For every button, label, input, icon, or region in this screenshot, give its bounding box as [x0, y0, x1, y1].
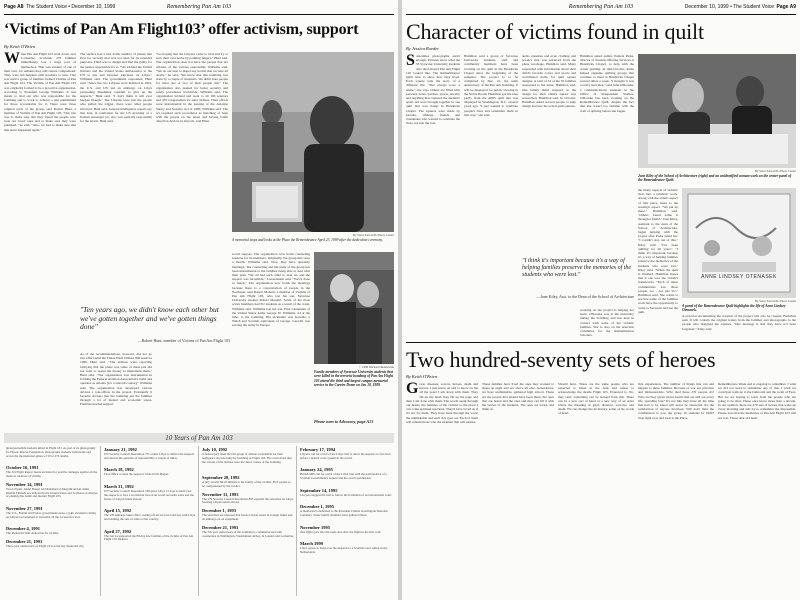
left-article-col-3	[156, 52, 228, 305]
right-byline-1: By Jessica Roeder	[406, 46, 439, 51]
timeline-text: Libyans call for a trial of the Libya trial to allow the suspects to face trial before a neutral court system in the world.	[300, 452, 391, 460]
right-headline-1: Character of victims found in quilt	[406, 19, 704, 44]
right-photo-quilt-panel	[682, 188, 796, 298]
timeline-text: A federal jury finds that the group of airlines responsible for their negligence in protecting the bombing of Flight 103. The court states that the actions of the airlines were the direct causes of the bombing.	[202, 452, 292, 464]
right-col-11-text: first experiences. The number of things that can and happen to these families. Because of war are priceless and immeasurable. Who died these 270 people do? Who are they given whose hearts that are still out every life, spending fate? It's not like they have all the time that had to be asked will never be answered. It's the satisfaction of anyone involved. Still don't miss the commission to you, the group 10 students in 1990? Stop right now and look at the Place.	[638, 382, 714, 420]
quilt-panel-name: ANNE LINDSEY OTENASEK	[701, 274, 777, 280]
right-top-rule	[406, 14, 796, 15]
timeline-date: March 18, 1992	[104, 467, 134, 473]
left-col-2-text: The surface had a less dollar number of planes that flew for security that was not used for its intended purposes. Third was to design and find the guilty for the parties responsible for it. "We lobbied the United Nations and the United States Ambassador to the UN to put and increase sanctions on Libya," Williams said. The government responded, Hunt said. "Since the two Libyans were indicted in 1991, the U.S. and UN put an embargo on Libya persuading Muammar Gaddafi to give up the suspects," Hunt said. "I don't think it will ever happen though." The Libyans were just the people who pulled the trigger, there were other people involved, Hunt said. General intelligence reports say that Iran, in retaliation for the US downing of a Iranian passenger jet, also was partially responsible for the attack, Hunt said.	[80, 52, 152, 124]
timeline-entry	[104, 467, 196, 477]
timeline-divider-3	[296, 446, 297, 596]
left-col-3-text: "Go hoping that the Libyans come to trial and try to save their own necks by pointing fingers," Hunt said. The organization does not have the people that are citizens of the various responsible Williams said. "We do our best to dispel any notion that we hate all Arabs," he said. "We know that this bombing was done by a couple of monsters. We didn't hate people for what one or two of their people did." The organization also pushed for better security and safety procedures worldwide, Williams said. The organization lobbied and went to all 106 senators and 435 congressmen for safer airlines. Their efforts were instrumental in the passing of the Aviation Safety and Security Act of 1990, Williams said. The act required such procedures as matching of bags with the people on the plane and having bomb detection devices in airports, said Hunt.	[156, 52, 228, 124]
quilt-panel-image	[682, 188, 796, 298]
timeline-date: January 24, 1995	[300, 467, 333, 473]
right-column-col-4	[638, 382, 714, 596]
left-article-col-1	[4, 52, 76, 429]
timeline-date: November 14, 1991	[6, 481, 43, 487]
timeline-entry	[202, 508, 294, 522]
left-page	[0, 0, 398, 600]
right-page	[402, 0, 800, 600]
timeline-text: First Office to meet the suspects' trials in the Hague.	[104, 472, 169, 477]
right-page-number: Page A9	[776, 4, 796, 10]
timeline-entry	[6, 539, 98, 549]
left-photo1-caption: A memorial stops and looks at the Place the Remembrance April 23, 1999 after the dedication ceremony.	[232, 238, 383, 242]
right-article-col-4b	[580, 308, 634, 338]
left-headline: ‘Victims of Pan Am Flight103’ offer activism, support	[4, 21, 359, 38]
right-col-10-text: Should have. These are the same people who are expected to listen in the dark and refuse to acknowledge the deaths Flight 103. Expected to. No, they can't, something can be learned from this. There can be a new sort of hand or a new way of an order where the meaning of grief, distance, sorrows, and death. We can change the dictionary, some of the words of heart.	[558, 382, 634, 416]
quilting-photo-image	[638, 54, 796, 168]
right-col-8-text: reat, diseases, sorrow, heroes, death and heroes. I just know on and to know on me all the years I am down with them. They fill up my head, they fill up the page and then I am done with them. The words seem through our heads, the families of the victims to the place I can come spiritual reactions. They'd have loved us if it's not for them. They have been through the worst the unthinkable and each day goes on. Each of them will remain those who the moment that will endure.	[406, 382, 478, 424]
timeline-date: November 27, 1991	[6, 506, 43, 511]
right-pullquote-attribution: —Jane Kiley, Asst. to the Dean of the School of Architecture	[536, 294, 634, 299]
right-column-col-1	[406, 382, 478, 596]
left-folio-meta: The Student Voice • December 10, 1999	[26, 4, 116, 10]
left-dropcap: W	[4, 52, 20, 67]
timeline-entry	[202, 492, 294, 506]
right-col-4-text: Hamilton asked quilter, Pamela Parks, director of Student Offering Services at Hendricks Chapel, to help with the actual quilting. In mid-October, Parks helped organize quilting groups that continue to meet at Hendricks Chapel several times a week. "I thought it was a really neat idea," said Julie O'Rourke, a communications assistant in the Office of Independent Studies. O'Rourke has been working on the Remembrance Quilt, despite the fact that she wasn't too familiar with the craft of quilting before she began.	[580, 54, 634, 113]
timeline-entry	[104, 447, 196, 461]
timeline-date: March 1999	[300, 541, 324, 547]
left-article-col-2	[80, 52, 152, 305]
timeline-entry	[202, 525, 294, 539]
memorial-photo-image	[232, 52, 394, 232]
timeline-entry	[300, 525, 392, 535]
timeline-text: The 3rd Flight Report meets an intent for positive damages against all the made-to relatives of victims.	[6, 470, 98, 478]
right-pullquote: "I think it's important because it's a way of helping families preserve the memories of the students who were lost."	[522, 258, 632, 279]
left-article-col-4	[232, 252, 310, 432]
timeline-date: December 21, 1993	[202, 524, 239, 530]
left-pullquote-attribution: —Robert Hunt, member of Victims of Pan Am Flight 103	[137, 338, 230, 343]
left-continuation[interactable]: Please turn to Advocacy, page A13	[314, 419, 374, 424]
timeline-text: The sanctions are imposed that freeze Libyan assets in foreign banks and an embargo on oil equipment.	[202, 513, 293, 521]
timeline-text: UN Security Council Resolution 731 orders Libya to deliver the suspects and answer the question of responsibility a couple of times.	[104, 452, 195, 460]
timeline-text: British MPs call for a trial of the Libya trial with the participation of a Scottish Government's request and the court's permission.	[300, 472, 387, 481]
timeline-entry	[6, 447, 98, 458]
timeline-entry	[300, 467, 392, 481]
timeline-text: The Memorial Wall dedication for victims.	[6, 531, 59, 536]
right-section-title: Remembering Pan Am 103	[568, 4, 634, 10]
timeline-date: April 15, 1992	[104, 508, 132, 514]
timeline-date: December 4, 1991	[6, 526, 41, 532]
right-photo2-caption: A panel of the Remembrance Quilt highlights the life of Anne Lindsey Otenasek.	[682, 304, 786, 313]
left-photo1-credit: By Steve Sartori/SU Photo Center	[353, 233, 394, 237]
timeline-entry	[300, 541, 392, 555]
right-photo2-credit: By Steve Sartori/SU Photo Center	[755, 299, 796, 303]
timeline-text: The U.S., Britain and France governments issue a joint statement calling on Libyan Government to surrender all the accused for trial.	[6, 511, 96, 519]
right-dropcap-2: G	[406, 382, 419, 397]
timeline-date: February 17, 1994	[300, 447, 336, 452]
left-col-5-text: social support. The organization now holds counseling sessions for its members. Originally, the group met once a month, Williams said. Now, they have quarterly meetings. The counseling and the unity of the group has been instrumental to the families being able to deal with their pain. "We all had each other to lean on, and the support was incredible," Loewenstein said. "We've done so much." The organization now holds the meetings because there is a concentration of people in the Northeast, said Robert Monetti, a member of Victims of Pan Am Flight 103, who lost his son, Syracuse University student Robert Monetti. Some of the most active members had SU students as a result of the crash, Williams said. Williams lost his son, First Lieutenant of the United States Army George W. Williams, 24 at the time, to the bombing. His nickname was Geordie, a Welsh and Scottish equivalent of George. Geordie was serving the Army in Europe.	[232, 252, 310, 328]
timeline-date: September 28, 1992	[202, 475, 240, 480]
right-col-9-text: These families have lived the ones they worked to shape an eight and are above all else. Generations, we have unthinkable, gathered high school. These are the people that should have been there, the ones that our hearts and the ones and they can fill it with the stories of the students. The ones we loved, and think of.	[482, 382, 554, 412]
right-article-col-4	[580, 54, 634, 254]
right-headline-2: Two hundred-seventy sets of heroes	[406, 347, 716, 372]
timeline-entry	[6, 465, 98, 479]
timeline-text: The 5th-year anniversary of the bombing is commemorated with ceremonies in Washington, Westminster Abbey, in London and Lockerbie.	[202, 529, 294, 538]
timeline-date: March 31, 1992	[104, 484, 134, 489]
left-pullquote: "Ten years ago, we didn't know each other but we've gotten together and we've gotten things done"	[80, 305, 219, 331]
timeline-title: 10 Years of Pan Am 103	[165, 434, 233, 442]
timeline-date: July 10, 1992	[202, 447, 228, 452]
right-photo1-credit: By Steve Sartori/SU Photo Center	[755, 169, 796, 173]
right-col-6-text: the many aspects of victims' lives into a symbolic work. Along with the artistic aspect of this piece, there is the nostalgic aspect. "We put up there," Hamilton said. "Others found some it through a friend." Jane Kiley, assistant to the dean of the School of Architecture, began helping with the project after Parks asked her. "I couldn't stay out of this," Kiley said. "I've been quilting for 26 years." "I think it's important because it's a way of helping families preserve the memories of the students who were lost," Kiley said. "When the quilt is finished, Hamilton hopes that it one tour the victim's hometowns. "Each of these communities lost those people, too - not just SU," Hamilton said. She wants to see that some of the families work have the opportunity to come to Syracuse and see the quilt.	[638, 188, 678, 314]
timeline-date: September 14, 1995	[300, 487, 338, 493]
timeline-date: December 21, 1991	[6, 539, 43, 545]
timeline-entry	[300, 488, 392, 498]
timeline-text: photojournalism students killed in Flight 103. As part of its photography for Heroic Rescue Foundation, photographs students nationwide and across the international sphere of 50 to 270 deaths.	[6, 446, 96, 458]
right-column-col-5	[718, 382, 796, 596]
right-col-5-text: working on the project is helping her learn. O'Rourke was at the university during the bombing and has kept in contact with some of the victims' families. She is also on the selection committee for the Remembrance Scholars.	[580, 308, 634, 338]
timeline-date: November 1995	[300, 524, 331, 530]
right-byline-2: By Keith O'Brien	[406, 374, 437, 379]
timeline-text: The UN embargo takes effect, cutting off all air travel and ties with Libya and banning the sale of arms to that country.	[104, 513, 196, 521]
right-article-col-6	[682, 314, 796, 340]
timeline-entry	[300, 447, 392, 461]
right-dropcap-1: S	[406, 54, 415, 69]
right-column-col-3	[558, 382, 634, 596]
left-byline: By Keith O'Brien	[4, 44, 35, 49]
timeline-text: Three-year anniversary of Flight 103 on the day marks the city.	[6, 544, 85, 549]
left-photo-family	[314, 252, 394, 364]
timeline-text: UN Security Council Resolution 748 gives Libya 15 days to hand over the suspects or face a worldwide ban on air travel and arms sales and the freeze of Libyan funds abroad.	[104, 489, 194, 501]
timeline-text: Two Libyans, Abdel Basset Ali Mohamed al-Megrahi and Al Amin Khalifa Fhimah, are indicted in the United States and Scotland on charges of planting the bomb and murder Flight 103.	[6, 486, 98, 499]
left-top-rule	[4, 14, 394, 15]
right-col-2-text: Hamilton said a group of Syracuse University students, staff and community members have been working on the quilt in the Hendricks Chapel since the beginning of the semester. The project is to be completed by Dec. 21, the tenth anniversary of the Pan Am bombing. It will be displayed for public viewing in the Noble Room. Hamilton got the idea partly from the AIDS quilt that was displayed in Washington, D.C. several years ago. "I just wanted to celebrate people's lives and remember them in that way," she said.	[464, 54, 518, 117]
timeline-text: Lawyers suggest the trial to follow the formation of an international court.	[300, 492, 392, 497]
left-col-4-text: As of the recommendations, however, did not go into effect until the Times Wash billions 900 seeds in 1996, Hunt said. "The airlines were reporting lobbying that the plane was some of these just did not want to spend the money to implement them," Hunt said. "The organization was instrumental in forming the Federal Aviation Association's build and operates as Atlanta [for a smooth course]," Williams said. The organization has developed various devices a role-officer in the project. Eventually it became obvious that the bombing put the families through a lot of mental and economic stress. Families needed support.	[80, 352, 152, 407]
timeline-divider-2	[198, 446, 199, 596]
timeline-text: One flight goes into the same area after the flight in the first wall.	[300, 529, 382, 534]
left-photo2-credit: © 1989 Michael Okoniewski	[359, 365, 394, 369]
timeline-entry	[6, 482, 98, 499]
right-col-1-text: ometimes photographs aren't enough. Pictures show what the 35 Syracuse University students who died aboard Pan Am Flight 103 looked like. The Remembrance Quilt tries to show how they lived. Each square tells the story of a different life. "She always wore a smile," one says. Others are filled with personal notes, patches, sports, jewelry and anything that captured the students' spirit. All were brought together in one quilt that now hangs in Hendricks Chapel. The squares were made by parents, siblings, friends and classmates who wanted to celebrate the lives, not just the loss.	[406, 54, 460, 126]
left-col-1-text: hen Pan Am Flight 103 went down over Lockerbie, Scotland, 270 families immediately lost a huge part of themselves. That was evident of one of their own, for remains they still cannot comprehend. They were left helpless with nowhere to turn. That was until a group of families formed Victims of Pan Am Flight 103. The Victims of Pan Am Flight 103 was originally formed to be a proactive organization, according to President George Williams. It was meant to find out who was responsible for the bombing and to work to achieve a just punishment for those accountable for it. There were three original parts of the group, said Robert Hunt, a member of Victims of Pan Am Flight 103. "Our role was to make sure that they found the people who took our loved ones and to make sure they were punished," he said. "Also, we had to make sure that this never happened again."	[4, 52, 76, 132]
right-article-col-2	[464, 54, 518, 316]
left-section-title: Remembering Pan Am 103	[166, 4, 232, 10]
left-photo2-caption: Family members of Syracuse University students that were killed in the terrorist bombing of Pan Am Flight 103 attend the third and largest campus memorial service in the Carrier Dome on Jan 18, 1989.	[314, 370, 394, 387]
right-article-col-1	[406, 54, 460, 312]
timeline-date: April 27, 1992	[104, 528, 132, 534]
timeline-text: Libya agrees to hand over the suspects to a Scottish court sitting in the Netherlands.	[300, 546, 388, 555]
timeline-entry	[104, 484, 196, 501]
right-photo-quilting	[638, 54, 796, 168]
right-article-col-3	[522, 54, 576, 254]
right-col-3-text: audio cassettes and even clothing and jewelry that was retrieved from the plane wreckage, Hamilton said. Many responded with information about their child's favorite colors and sports and contributed items for quilt square designs. A total of 34 of the 35 families responded to the letter, Hamilton said. One family didn't respond, so the design for their child's square was researched, Hamilton said. In October, Hamilton asked several people to help design and sew the actual quilt squares.	[522, 54, 576, 109]
left-page-number: Page A8	[4, 4, 24, 10]
right-col-7-text: A pictorial documenting the creation of the project will also be created. Hamilton said. It will contain the original letters from the families and photographs to the people who designed the squares. "One message is that they have not been forgotten," Kiley said.	[682, 314, 796, 331]
right-column-col-2	[482, 382, 554, 596]
timeline-entry	[6, 506, 98, 520]
timeline-date: November 11, 1993	[202, 491, 239, 497]
left-photo-memorial	[232, 52, 394, 232]
right-mid-rule	[406, 342, 796, 343]
timeline-entry	[300, 504, 392, 518]
right-folio-meta: December 10, 1999 • The Student Voice	[684, 4, 774, 10]
timeline-text: A jury awards $9.22 million to the family of the victims. First people to be compensated by the verdict.	[202, 480, 291, 488]
timeline-date: October 16, 1991	[6, 465, 39, 471]
timeline-date: December 1, 1993	[202, 508, 237, 514]
left-folio	[4, 4, 394, 14]
timeline-entry	[202, 475, 294, 489]
timeline-date: January 21, 1992	[104, 447, 137, 452]
timeline-entry	[104, 529, 196, 543]
right-photo1-caption: Jane Kiley of the School of Architecture (right) and an unidentified woman work on the center panel of the Remembrance Quilt.	[638, 174, 792, 183]
timeline-entry	[202, 447, 294, 464]
family-photo-image	[314, 252, 394, 364]
timeline-text: The last we supported the 88-day few families of the victims of Pan Am Flight 103 Disaster.	[104, 533, 194, 542]
left-article-col-2b	[80, 352, 152, 429]
timeline-entry	[104, 508, 196, 522]
right-folio	[406, 4, 796, 14]
right-article-col-5	[638, 188, 678, 338]
timeline-entry	[6, 526, 98, 536]
timeline-divider-1	[100, 446, 101, 596]
timeline-date: December 1, 1995	[300, 504, 335, 510]
right-col-12-text: Remembrance Week and is ongoing to remember. I wish we did not need to remember any of this. I wish we could just walk up to the bathroom and the room of Eyes. But we are hoping to learn from the people who are going to be after. These ones know more than a decade. In our opinion, there are 270 sets of heroes that wake up every morning and still try to remember the impossible. Please note that the memories of Pan Am Flight 103 will not rest. Those dear old heart.	[718, 382, 796, 420]
timeline-text: A memorial is dedicated to the President Clinton in Arlington National Cemetery. Some family members have gathered there.	[300, 509, 388, 518]
timeline-band	[4, 433, 394, 443]
timeline-text: The UN Security Council Resolution 883 expands the sanctions on Libya, freezing Libyan assets abroad.	[202, 496, 294, 505]
